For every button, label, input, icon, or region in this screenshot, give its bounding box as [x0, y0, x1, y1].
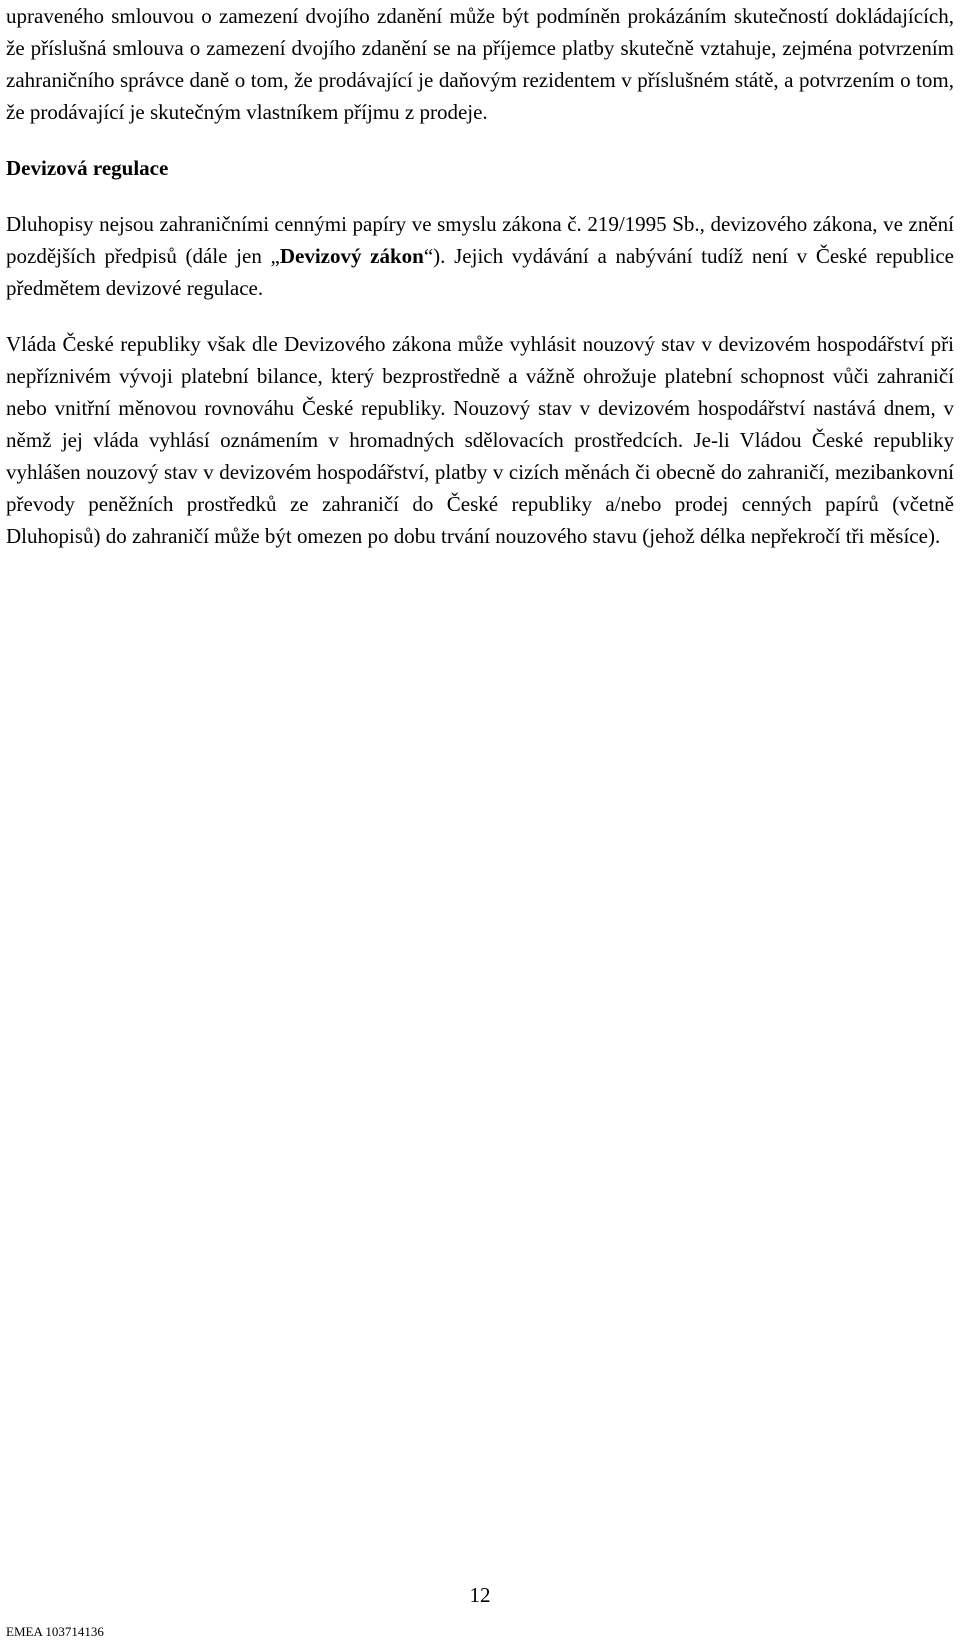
paragraph-bonds-text-part-2: “). Jejich vydávání a nabývání tudíž není v České republice předmětem devizové regulace.	[6, 244, 954, 300]
paragraph-tax-treaty-continuation: upraveného smlouvou o zamezení dvojího zdanění může být podmíněn prokázáním skutečností dokládajících, že příslušná smlouva o zamezení dvojího zdanění se na příjemce platby skutečně vztahuje, zejména potvrzením zahraničního správce daně o tom, že prodávající je daňovým rezidentem v příslušném státě, a potvrzením o tom, že prodávající je skutečným vlastníkem příjmu z prodeje.	[6, 4, 954, 124]
document-body	[6, 0, 954, 552]
footer-document-code: EMEA 103714136	[6, 1624, 104, 1639]
defined-term-currency-act: Devizový zákon	[279, 244, 424, 268]
page-number: 12	[469, 1583, 491, 1607]
paragraph-bonds-text-part-1: Dluhopisy nejsou zahraničními cennými papíry ve smyslu zákona č. 219/1995 Sb., devizového zákona, ve znění pozdějších předpisů (dále jen „	[6, 212, 954, 268]
paragraph-bonds-not-foreign-securities	[6, 208, 954, 304]
paragraph-emergency-state: Vláda České republiky však dle Devizového zákona může vyhlásit nouzový stav v devizovém hospodářství při nepříznivém vývoji platební bilance, který bezprostředně a vážně ohrožuje platební schopnost vůči zahraničí nebo vnitřní měnovou rovnováhu České republiky. Nouzový stav v devizovém hospodářství nastává dnem, v němž jej vláda vyhlásí oznámením v hromadných sdělovacích prostředcích. Je-li Vládou České republiky vyhlášen nouzový stav v devizovém hospodářství, platby v cizích měnách či obecně do zahraničí, mezibankovní převody peněžních prostředků ze zahraničí do České republiky a/nebo prodej cenných papírů (včetně Dluhopisů) do zahraničí může být omezen po dobu trvání nouzového stavu (jehož délka nepřekročí tři měsíce).	[6, 332, 954, 548]
section-heading-currency-regulation: Devizová regulace	[6, 156, 169, 180]
